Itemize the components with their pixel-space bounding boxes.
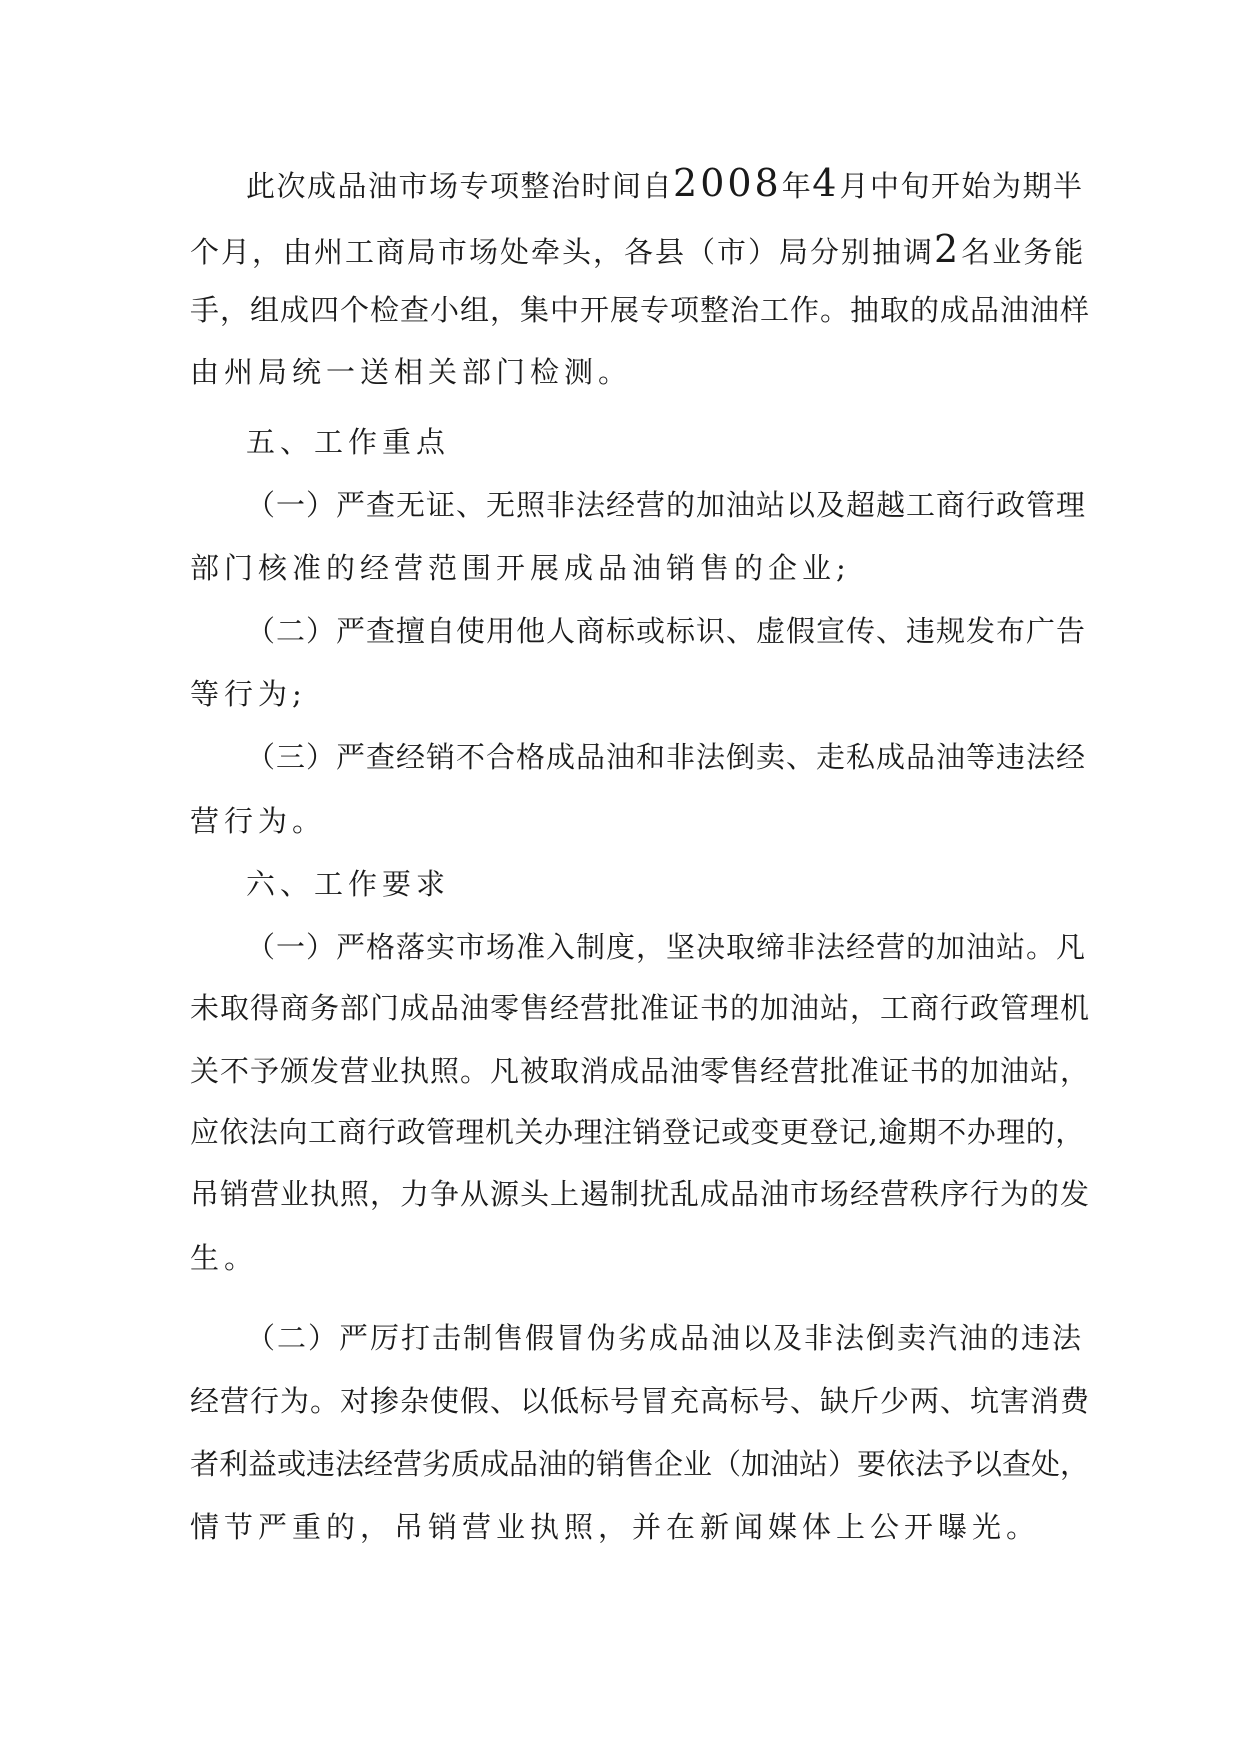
- body-line-16: 应依法向工商行政管理机关办理注销登记或变更登记,逾期不办理的，: [190, 1115, 1085, 1149]
- body-line-6: （一）严查无证、无照非法经营的加油站以及超越工商行政管理: [246, 488, 1087, 522]
- text-span: 此次成品油市场专项整治时间自: [246, 169, 674, 203]
- text-span: 年: [781, 169, 813, 203]
- body-line-14: 未取得商务部门成品油零售经营批准证书的加油站，工商行政管理机: [190, 991, 1091, 1025]
- body-line-3: 手，组成四个检查小组，集中开展专项整治工作。抽取的成品油油样: [190, 293, 1091, 327]
- text-span: 月中旬开始为期半: [839, 169, 1084, 203]
- body-line-21: 者利益或违法经营劣质成品油的销售企业（加油站）要依法予以查处，: [190, 1447, 1090, 1481]
- section-heading-5: 五、工作重点: [246, 425, 451, 459]
- body-line-10: （三）严查经销不合格成品油和非法倒卖、走私成品油等违法经: [246, 740, 1087, 774]
- body-line-4: 由州局统一送相关部门检测。: [190, 355, 633, 389]
- body-line-8: （二）严查擅自使用他人商标或标识、虚假宣传、违规发布广告: [246, 614, 1087, 648]
- body-line-2: [190, 229, 1085, 272]
- month-number: 4: [812, 161, 840, 205]
- body-line-18: 生。: [190, 1241, 259, 1275]
- body-line-7: 部门核准的经营范围开展成品油销售的企业;: [190, 551, 851, 585]
- text-span: 名业务能: [961, 235, 1086, 269]
- year-number: 2008: [673, 161, 782, 205]
- body-line-22: 情节严重的，吊销营业执照，并在新闻媒体上公开曝光。: [190, 1510, 1041, 1544]
- body-line-1: [246, 163, 1083, 206]
- body-line-13: （一）严格落实市场准入制度，坚决取缔非法经营的加油站。凡: [246, 930, 1087, 964]
- body-line-11: 营行为。: [190, 804, 327, 838]
- section-heading-6: 六、工作要求: [246, 867, 451, 901]
- count-number: 2: [934, 227, 962, 271]
- body-line-20: 经营行为。对掺杂使假、以低标号冒充高标号、缺斤少两、坑害消费: [190, 1384, 1091, 1418]
- text-span: 个月，由州工商局市场处牵头，各县（市）局分别抽调: [190, 235, 935, 269]
- body-line-17: 吊销营业执照，力争从源头上遏制扰乱成品油市场经营秩序行为的发: [190, 1177, 1091, 1211]
- body-line-15: 关不予颁发营业执照。凡被取消成品油零售经营批准证书的加油站，: [190, 1054, 1091, 1088]
- body-line-9: 等行为;: [190, 677, 307, 711]
- body-line-19: （二）严厉打击制售假冒伪劣成品油以及非法倒卖汽油的违法: [246, 1321, 1084, 1355]
